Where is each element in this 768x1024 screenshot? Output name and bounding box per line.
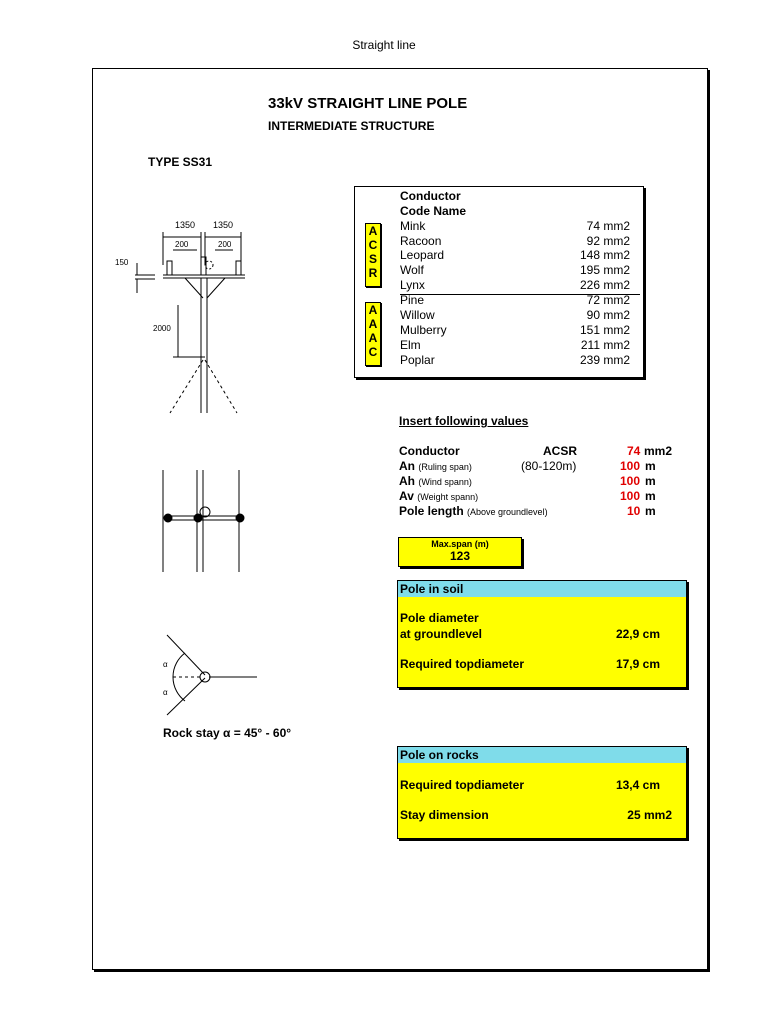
an-range: (80-120m) xyxy=(521,459,577,473)
aaac-badge xyxy=(365,302,381,366)
max-span-box xyxy=(398,537,522,567)
pole-on-rocks-title: Pole on rocks xyxy=(400,748,479,762)
ah-row xyxy=(399,474,472,489)
dim-1350-left: 1350 xyxy=(175,220,196,230)
conductor-name: Pine xyxy=(400,293,425,307)
conductor-size: 195 mm2 xyxy=(579,263,630,277)
conductor-row xyxy=(400,308,630,323)
pole-drawing xyxy=(105,205,275,725)
conductor-table xyxy=(354,186,644,378)
ah-label: Ah xyxy=(399,474,415,488)
conductor-row xyxy=(400,278,630,293)
dim-1350-right: 1350 xyxy=(213,220,234,230)
conductor-row xyxy=(400,338,630,353)
pole-in-soil-panel xyxy=(397,580,687,688)
av-row xyxy=(399,489,478,504)
conductor-name: Racoon xyxy=(400,234,442,248)
av-unit: m xyxy=(645,489,656,503)
an-note: (Ruling span) xyxy=(418,462,472,472)
conductor-name: Mink xyxy=(400,219,426,233)
conductor-size: 148 mm2 xyxy=(579,248,630,262)
conductor-size: 72 mm2 xyxy=(586,293,630,307)
aaac-letter: A xyxy=(368,331,378,345)
conductor-row xyxy=(400,263,630,278)
conductor-size: 239 mm2 xyxy=(579,353,630,367)
stay-dimension-value: 25 mm2 xyxy=(627,808,672,822)
pole-on-rocks-panel xyxy=(397,746,687,839)
conductor-name: Wolf xyxy=(400,263,424,277)
conductor-size: 74 mm2 xyxy=(586,219,630,233)
an-unit: m xyxy=(645,459,656,473)
conductor-size: 226 mm2 xyxy=(579,278,630,292)
conductor-row xyxy=(400,248,630,263)
acsr-letter: S xyxy=(368,252,377,266)
acsr-letter: A xyxy=(368,224,378,238)
av-label: Av xyxy=(399,489,414,503)
pole-length-note: (Above groundlevel) xyxy=(467,507,548,517)
dim-200-left: 200 xyxy=(175,240,189,249)
conductor-header-1: Conductor xyxy=(400,189,461,203)
alpha-bottom-label: α xyxy=(163,688,168,697)
conductor-name: Elm xyxy=(400,338,421,352)
acsr-letter: C xyxy=(368,238,378,252)
max-span-label: Max.span (m) xyxy=(431,539,489,549)
type-label: TYPE SS31 xyxy=(148,155,213,169)
page-title: 33kV STRAIGHT LINE POLE xyxy=(268,95,468,112)
conductor-size: 211 mm2 xyxy=(580,338,630,352)
conductor-size: 90 mm2 xyxy=(586,308,630,322)
conductor-row xyxy=(400,323,630,338)
aaac-letter: C xyxy=(368,345,378,359)
rock-stay-label: Rock stay α = 45° - 60° xyxy=(163,726,292,740)
max-span-value: 123 xyxy=(449,549,471,563)
conductor-label: Conductor xyxy=(399,444,460,458)
pole-length-value[interactable]: 10 xyxy=(627,504,641,518)
an-value[interactable]: 100 xyxy=(620,459,641,473)
conductor-name: Poplar xyxy=(400,353,435,367)
conductor-size: 151 mm2 xyxy=(579,323,630,337)
conductor-name: Lynx xyxy=(400,278,425,292)
soil-top-value: 17,9 cm xyxy=(615,657,660,671)
alpha-top-label: α xyxy=(163,660,168,669)
aaac-letter: A xyxy=(368,303,378,317)
aaac-letter: A xyxy=(368,317,378,331)
rocks-top-value: 13,4 cm xyxy=(615,778,660,792)
av-note: (Weight spann) xyxy=(417,492,479,502)
conductor-row xyxy=(400,353,630,368)
pole-length-label: Pole length xyxy=(399,504,464,518)
page-subtitle: INTERMEDIATE STRUCTURE xyxy=(268,119,435,133)
stay-dimension-label: Stay dimension xyxy=(400,808,489,822)
pole-length-unit: m xyxy=(645,504,656,518)
ah-value[interactable]: 100 xyxy=(620,474,641,488)
conductor-unit: mm2 xyxy=(644,444,673,458)
an-label: An xyxy=(399,459,415,473)
page-header: Straight line xyxy=(352,38,416,52)
conductor-row xyxy=(400,293,630,308)
conductor-type[interactable]: ACSR xyxy=(543,444,578,458)
av-value[interactable]: 100 xyxy=(620,489,641,503)
pole-length-row xyxy=(399,504,548,519)
rocks-top-label: Required topdiameter xyxy=(400,778,525,792)
conductor-value[interactable]: 74 xyxy=(627,444,641,458)
dim-2000: 2000 xyxy=(153,324,171,333)
conductor-size: 92 mm2 xyxy=(586,234,630,248)
dim-150: 150 xyxy=(115,258,129,267)
conductor-name: Willow xyxy=(400,308,435,322)
pole-in-soil-title: Pole in soil xyxy=(400,582,464,596)
conductor-row xyxy=(400,234,630,249)
ah-unit: m xyxy=(645,474,656,488)
soil-diameter-line1: Pole diameter xyxy=(400,611,479,625)
acsr-badge xyxy=(365,223,381,287)
ah-note: (Wind spann) xyxy=(418,477,472,487)
conductor-name: Mulberry xyxy=(400,323,447,337)
conductor-row xyxy=(400,219,630,234)
soil-diameter-line2: at groundlevel xyxy=(400,627,483,641)
conductor-header-2: Code Name xyxy=(400,204,467,218)
soil-diameter-value: 22,9 cm xyxy=(615,627,660,641)
conductor-name: Leopard xyxy=(400,248,445,262)
soil-top-label: Required topdiameter xyxy=(400,657,525,671)
an-row xyxy=(399,459,472,474)
acsr-letter: R xyxy=(368,266,378,280)
dim-200-right: 200 xyxy=(218,240,232,249)
inputs-heading: Insert following values xyxy=(399,414,529,428)
